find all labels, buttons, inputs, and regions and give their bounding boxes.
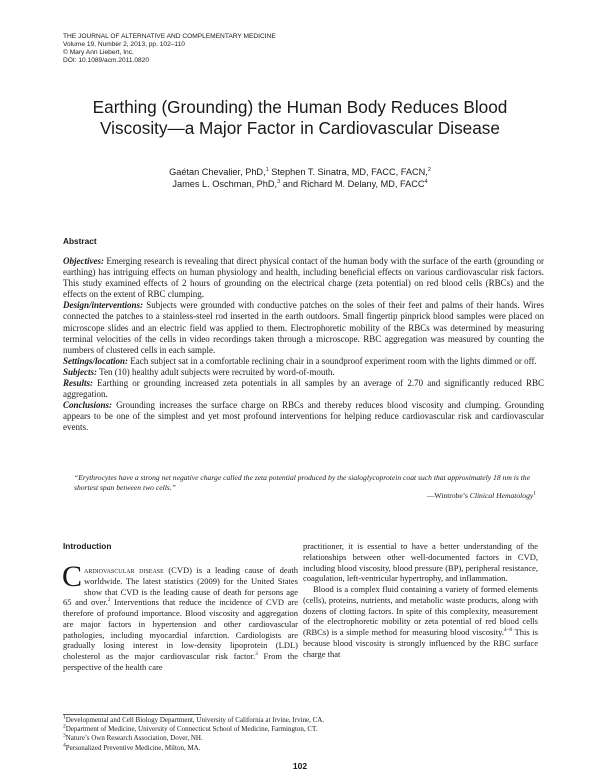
footnote-3 [63, 734, 324, 743]
conclusions-label: Conclusions: [63, 400, 113, 411]
intro-p3-text-b: This is because blood viscosity is strongly influenced by the RBC surface charge that [303, 627, 538, 659]
journal-header [63, 33, 276, 65]
abstract-settings [63, 356, 544, 367]
title-line-2: Viscosity—a Major Factor in Cardiovascular Disease [100, 117, 500, 138]
footnote-4 [63, 744, 324, 753]
epigraph-attribution [427, 491, 536, 500]
intro-p3-text-a: Blood is a complex fluid containing a variety of formed elements (cells), proteins, nutrients, and metabolic waste products, along with dozens of clotting factors. In spite of this complexity, measurement of the electrophoretic mobility or zeta potential of red blood cells (RBCs) is a simple method for measuring blood viscosity. [303, 584, 538, 637]
copyright: © Mary Ann Liebert, Inc. [63, 48, 134, 56]
author-2-affil: 2 [427, 166, 431, 173]
author-4: and Richard M. Delany, MD, FACC [280, 178, 425, 189]
subjects-text: Ten (10) healthy adult subjects were recruited by word-of-mouth. [97, 366, 335, 377]
footnote-4-marker: 4 [63, 742, 66, 749]
attribution-ref: 1 [533, 490, 536, 497]
footnote-4-text: Personalized Preventive Medicine, Milton, MA. [65, 743, 201, 752]
body-column-left [62, 560, 299, 673]
intro-paragraph-3 [303, 584, 538, 659]
intro-paragraph-2: practitioner, it is essential to have a better understanding of the relationships between other well-documented factors in CVD, including blood viscosity, blood pressure (BP), peripheral resistance, coagulation, left-ventricular hypertrophy, and inflammation. [303, 541, 538, 584]
abstract-objectives [63, 256, 544, 300]
attribution-title: Clinical Hematology [469, 491, 534, 500]
body-column-right [303, 541, 538, 659]
settings-text: Each subject sat in a comfortable reclining chair in a soundproof experiment room with the lights dimmed or off. [128, 355, 537, 366]
author-3: James L. Oschman, PhD, [172, 178, 278, 189]
ref-4-8: 4–8 [503, 627, 513, 634]
intro-p1-text-a: (CVD) is a leading cause of death worldwide. The latest statistics (2009) for the United States show that CVD is the leading cause of death for persons age 65 and over. [63, 565, 299, 608]
results-text: Earthing or grounding increased zeta potentials in all samples by an average of 2.70 and significantly reduced RBC aggregation. [63, 378, 544, 400]
footnote-1 [63, 716, 324, 725]
page-number: 102 [292, 761, 308, 771]
abstract-design [63, 300, 544, 355]
author-line-2 [63, 179, 537, 191]
design-label: Design/interventions: [63, 300, 144, 311]
drop-cap: C [62, 560, 83, 593]
footnote-3-text: Nature’s Own Research Association, Dover, NH. [65, 734, 203, 743]
footnote-3-marker: 3 [63, 733, 66, 740]
abstract-body [63, 256, 544, 434]
footnote-2-text: Department of Medicine, University of Connecticut School of Medicine, Farmington, CT. [65, 725, 318, 734]
intro-p1-text-b: Interventions that reduce the incidence of CVD are therefore of profound importance. Blood viscosity and aggregation are major factors in hypertension and other cardiovascular pathologies, including myocardial infarction. Cardiologists are gradually losing interest in low-density lipoprotein (LDL) cholesterol as the major cardiovascular risk factor. [63, 597, 298, 661]
conclusions-text: Grounding increases the surface charge on RBCs and thereby reduces blood viscosity and clumping. Grounding appears to be one of the simplest and yet most profound interventions for helping reduce cardiovascular risk and cardiovascular events. [63, 400, 544, 433]
abstract-heading: Abstract [63, 236, 97, 246]
author-1: Gaétan Chevalier, PhD, [169, 167, 266, 177]
settings-label: Settings/location: [63, 355, 129, 366]
results-label: Results: [63, 378, 94, 389]
abstract-subjects [63, 367, 544, 378]
abstract-conclusions [63, 400, 544, 433]
intro-p1-text-c: From the perspective of the health care [63, 651, 298, 672]
author-2: Stephen T. Sinatra, MD, FACC, FACN, [268, 167, 428, 177]
epigraph-quote: “Erythrocytes have a strong net negative charge called the zeta potential produced by the sialoglycoprotein coat such that approximately 18 nm is the shortest span between two cells.” [74, 473, 530, 492]
author-1-affil: 1 [265, 166, 269, 173]
footnote-2-marker: 2 [63, 723, 66, 730]
volume-info: Volume 19, Number 2, 2013, pp. 102–110 [63, 40, 185, 48]
author-4-affil: 4 [424, 178, 428, 185]
doi: DOI: 10.1089/acm.2011.0820 [63, 56, 150, 64]
design-text: Subjects were grounded with conductive patches on the soles of their feet and palms of their hands. Wires connected the patches to a stainless-steel rod inserted in the earth outdoors. Small fingertip pinprick blood samples were placed on microscope slides and an electric field was applied to them. Electrophoretic mobility of the RBCs was determined by measuring terminal velocities of the cells in video recordings taken through a microscope. RBC aggregation was measured by counting the numbers of clustered cells in each sample. [63, 300, 544, 355]
author-3-affil: 3 [277, 178, 281, 185]
affiliation-footnotes [63, 716, 324, 753]
title-line-1: Earthing (Grounding) the Human Body Reduces Blood [92, 97, 508, 117]
subjects-label: Subjects: [63, 366, 98, 377]
intro-paragraph-1 [62, 560, 299, 673]
ref-3: 3 [255, 651, 258, 658]
footnote-divider [63, 714, 201, 715]
objectives-label: Objectives: [63, 256, 104, 266]
author-list [63, 167, 537, 190]
small-caps-lead: ardiovascular disease [84, 565, 164, 575]
ref-2: 2 [107, 597, 111, 604]
abstract-results [63, 378, 544, 400]
author-line-1 [63, 167, 537, 179]
footnote-1-marker: 1 [63, 714, 66, 721]
attribution-prefix: —Wintrobe’s [426, 491, 470, 500]
introduction-heading: Introduction [63, 541, 112, 551]
footnote-1-text: Developmental and Cell Biology Department, University of California at Irvine, Irvine, CA. [65, 716, 325, 724]
article-title [63, 97, 537, 138]
journal-name: THE JOURNAL OF ALTERNATIVE AND COMPLEMENTARY MEDICINE [63, 33, 276, 40]
objectives-text: Emerging research is revealing that direct physical contact of the human body with the surface of the earth (grounding or earthing) has intriguing effects on human physiology and health, including beneficial effects on various cardiovascular risk factors. This study examined effects of 2 hours of grounding on the electrical charge (zeta potential) on red blood cells (RBCs) and the effects on the extent of RBC clumping. [63, 256, 544, 300]
